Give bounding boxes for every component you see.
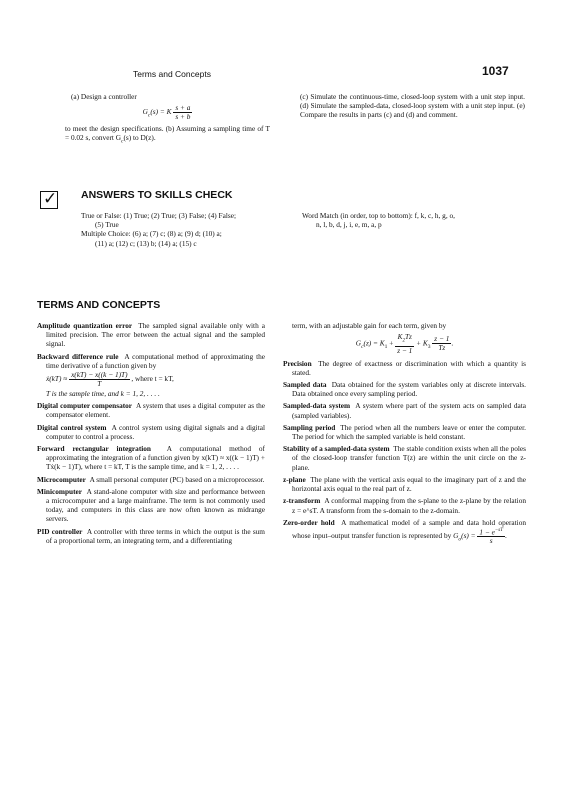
term-z-transform: z-transform A conformal mapping from the s-plane to the z-plane by the relation z = e^sT. A transform from the s-domain to the z-domain. [283, 496, 526, 515]
term-digital-computer-compensator: Digital computer compensator A system that uses a digital computer as the compensator element. [37, 401, 266, 420]
true-false-answers-cont: (5) True [95, 220, 119, 230]
term-sampled-data: Sampled data Data obtained for the system variables only at discrete intervals. Data obtained once every sampling period. [283, 380, 526, 399]
multiple-choice-answers: Multiple Choice: (6) a; (7) c; (8) a; (9) d; (10) a; [81, 229, 222, 239]
page-number: 1037 [482, 64, 509, 78]
term-z-plane: z-plane The plane with the vertical axis equal to the imaginary part of z and the horizontal axis equal to the real part of z. [283, 474, 526, 494]
skills-answers-left [81, 211, 306, 248]
term-backward-difference-rule: Backward difference rule A computational method of approximating the time derivative of a function given by ẋ(kT) ≈ $\frac{x(kT) - x((k - 1)T)}{T}$ , where t = kT, T is the sample time, and k = 1, 2, . . . . [37, 351, 265, 399]
pid-continuation: term, with an adjustable gain for each term, given by [292, 321, 447, 330]
terms-title: TERMS AND CONCEPTS [37, 299, 161, 311]
term-precision: Precision The degree of exactness or discrimination with which a quantity is stated. [283, 358, 527, 377]
term-digital-control-system: Digital control system A control system using digital signals and a digital computer to control a process. [37, 422, 265, 441]
zero-order-hold-fraction: $\frac{1 - e^{-sT}}{s}$ [479, 527, 503, 546]
problem-left-column [65, 92, 270, 147]
term-sampling-period: Sampling period The period when all the numbers leave or enter the computer. The period for which the sampled variable is held constant. [283, 422, 526, 442]
problem-right-column [300, 92, 525, 120]
problem-part-c: (c) Simulate the continuous-time, closed-loop system with a unit step input. (d) Simulate the sampled-data, closed-loop system with a unit step input. (e) Compare the results in parts (c) and (d) and comment. [300, 92, 525, 120]
skills-answers-right [302, 211, 532, 229]
term-pid-controller: PID controller A controller with three terms in which the output is the sum of a proportional term, an integrating term, and a differentiating [37, 526, 265, 545]
term-minicomputer: Minicomputer A stand-alone computer with size and performance between a microcomputer and a large mainframe. The term is not commonly used today, and computers in this class are now often known as midrange servers. [37, 486, 265, 524]
problem-part-b: to meet the design specifications. (b) Assuming a sampling time of T = 0.02 s, convert $G_c(s)$ to D(z). [65, 124, 270, 145]
true-false-answers: True or False: (1) True; (2) True; (3) False; (4) False; [81, 211, 236, 220]
term-forward-rectangular-integration: Forward rectangular integration A computational method of approximating the integration of a function given by x(kT) ≈ x((k − 1)T) + Tẋ(k − 1)T), where t = kT, T is the sample time, and k = 1, 2, . . . . [37, 444, 265, 472]
terms-right-column [283, 321, 526, 548]
word-match-answers: Word Match (in order, top to bottom): f, k, c, h, g, o, [302, 211, 455, 220]
problem-part-a: (a) Design a controller [71, 92, 137, 101]
term-zero-order-hold: Zero-order hold A mathematical model of a sample and data hold operation whose input–output transfer function is represented by $G_o(s)$ = $\frac{1 - e^{-sT}}{s}$ . [283, 517, 526, 546]
pid-equation: $G_c(z) = K_1$ + $\frac{K_2Tz}{z - 1}$ + $K_3$ $\frac{z - 1}{Tz}$ . [355, 332, 454, 355]
word-match-answers-cont: n, l, b, d, j, i, e, m, a, p [316, 220, 382, 230]
term-stability-sampled-data-system: Stability of a sampled-data system The stable condition exists when all the poles of the closed-loop transfer function T(z) are within the unit circle on the z-plane. [283, 444, 527, 472]
check-mark-icon: ✓ [40, 191, 58, 209]
controller-equation: $G_c(s) = K$ $\frac{s + a}{s + b}$ [142, 103, 191, 122]
term-sampled-data-system: Sampled-data system A system where part of the system acts on sampled data (sampled variables). [283, 401, 526, 420]
running-title: Terms and Concepts [133, 69, 211, 79]
controller-fraction: $\frac{s + a}{s + b}$ [175, 103, 191, 122]
term-amplitude-quantization-error: Amplitude quantization error The sampled signal available only with a limited precision. The error between the actual signal and the sampled signal. [37, 321, 266, 349]
backward-difference-equation: ẋ(kT) ≈ $\frac{x(kT) - x((k - 1)T)}{T}$ , where t = kT, [46, 370, 174, 389]
skills-check-title: ANSWERS TO SKILLS CHECK [81, 189, 233, 201]
term-microcomputer: Microcomputer A small personal computer (PC) based on a microprocessor. [37, 474, 265, 484]
terms-left-column [37, 321, 265, 548]
multiple-choice-answers-cont: (11) a; (12) c; (13) b; (14) a; (15) c [95, 238, 197, 248]
